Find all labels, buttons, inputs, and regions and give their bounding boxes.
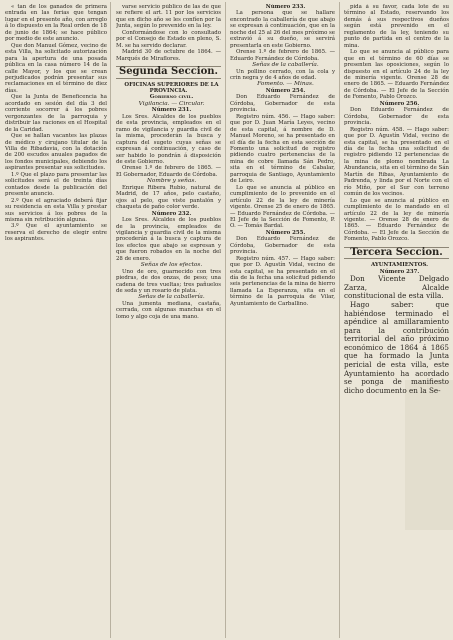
item-number: Número 237.: [379, 268, 420, 275]
subheading: Nombre y señas.: [146, 178, 197, 185]
paragraph: « tan de los ganados de primera entrada en las ferias que tengan lugar en el presente año, con arreglo á lo dispuesto en la Real orden de 18 de junio de 1864; se hace público por medio de este anuncio.: [5, 4, 107, 43]
announcement-paragraph: Don Vicente Delgado Zarza, Alcalde constitucional de esta villa.: [344, 274, 449, 301]
column-divider: [110, 2, 111, 638]
paragraph: 1.º Que el plazo para presentar las solicitudes será el de treinta días contados desde la publicación del presente anuncio.: [5, 171, 107, 198]
paragraph: Una jumenta mediana, castaña, cerrada, con algunas manchas en el lomo y algo coja de una mano.: [116, 300, 221, 320]
paragraph: Registro núm. 457. — Hago saber: que por D. Agustín Vidal, vecino de esta capital, se ha presentado en el día de la fecha una solicitud pidiendo seis pertenencias de la mina de hierro llamada La Esperanza, sita en el término de la parroquia de Vilar, Ayuntamiento de Carballino.: [230, 255, 335, 307]
announcement-paragraph: Hago saber: que habiéndose terminado el apéndice al amillaramiento para la contribución territorial del año próximo económico de 1864 á 1865 que ha formado la Junta pericial de esta villa, este Ayuntamiento ha acordado se ponga de manifiesto dicho documento en la Se-: [344, 299, 449, 395]
paragraph: Que don Manuel Gómez, vecino de esta Villa, ha solicitado autorización para la apertura de una posada pública en la casa número 14 de la calle Mayor, y los que se crean perjudicados podrán presentar sus reclamaciones en el término de diez días.: [5, 42, 107, 94]
paragraph: Lo que se anuncia al público para que en el término de 60 días se presenten las oposiciones, según lo dispuesto en el artículo 24 de la ley de minería vigente. Orense 28 de enero de 1865. — Eduardo Fernández de Córdoba. — El Jefe de la Sección de Fomento, Pablo Orozco.: [344, 49, 449, 101]
paragraph: La persona que se hallare encontrado la caballería de que abajo se expresan á continuación, que en la noche del 25 al 26 del mes próximo se extravió á su dueño, se servirá presentarla en este Gobierno.: [230, 10, 335, 49]
text-column-1: [5, 4, 107, 636]
office-heading: AYUNTAMIENTOS.: [370, 262, 429, 269]
paragraph: Don Eduardo Fernández de Córdoba, Gobernador de esta provincia.: [230, 236, 335, 256]
text-column-2: [116, 4, 221, 636]
item-number: Número 233.: [265, 4, 306, 10]
paragraph: 3.º Que el ayuntamiento se reserva el derecho de elegir entre los aspirantes.: [5, 223, 107, 243]
item-number: Número 254.: [265, 87, 306, 94]
paragraph: Los Sres. Alcaldes de los pueblos de esta provincia, empleados en el ramo de vigilancia y guardia civil de la misma, procederán la busca y captura del sugeto cuyas señas se expresan á continuación, y caso de ser habido lo pondrán á disposición de este Gobierno.: [116, 113, 221, 165]
paragraph: Orense 1.º de febrero de 1865. — Eduardo Fernández de Córdoba.: [230, 49, 335, 62]
column-divider: [225, 2, 226, 638]
item-number: Número 255.: [265, 229, 306, 236]
paragraph: varse servicio público de las de que se refiere el art. 11 por los servicios que en dicho año se les confíen por la Junta, según lo prevenido en la ley.: [116, 4, 221, 30]
item-number: Número 232.: [151, 210, 192, 217]
paragraph: Lo que se anuncia al público en cumplimiento de lo mandado en el artículo 22 de la ley de minería vigente. — Orense 28 de enero de 1865. — Eduardo Fernández de Córdoba. — El Jefe de la Sección de Fomento, Pablo Orozco.: [344, 197, 449, 243]
section-heading: Segunda Seccion.: [116, 66, 221, 78]
paragraph: Un pollino cerrado, con la cola y crin negra y de 4 años de edad.: [230, 68, 335, 81]
office-heading: OFICINAS SUPERIORES DE LA PROVINCIA.: [124, 81, 219, 94]
paragraph: Don Eduardo Fernández de Córdoba, Gobernador de esta provincia.: [230, 94, 335, 114]
paragraph: Uno de oro, guarnecido con tres piedras, de dos onzas, de peso; una cadena de tres vueltas; tres pañuelos de seda y un rosario de plata.: [116, 268, 221, 295]
paragraph: Orense 1.º de febrero de 1865. — El Gobernador, Eduardo de Córdoba.: [116, 165, 221, 178]
text-column-4: [344, 4, 449, 636]
paragraph: Registro núm. 458. — Hago saber: que por D. Agustín Vidal, vecino de esta capital, se ha presentado en el día de la fecha una solicitud de registro pidiendo 12 pertenencias de la mina de plomo nombrada La Abundancia, sita en el término de Sán Martín de Ribas, Ayuntamiento de Padrenda, y linda por el Norte con el río Miño, por el Sur con terreno común de los vecinos.: [344, 126, 449, 198]
paragraph: Registro núm. 456. — Hago saber: que por D. Juan María Leyes, vecino de esta capital, á nombre de D. Manuel Moreno, se ha presentado en el día de la fecha en esta sección de Fomento una solicitud de registro pidiendo cuatro pertenencias de la mina de cobre llamada Sán Pedro, sita en el término de Cabalar, parroquia de Santiago, Ayuntamiento de Leiro.: [230, 113, 335, 185]
paragraph: Enrique Ribera Rubio, natural de Madrid, de 17 años, pelo castaño, ojos al pelo, que viste pantalón y chaqueta de paño color verde.: [116, 184, 221, 211]
subheading: Vigilancia. — Circular.: [138, 100, 205, 107]
subheading: Señas de los efectos.: [140, 262, 203, 269]
subheading: Señas de la caballería.: [252, 62, 319, 69]
paragraph: 2.º Que el agraciado deberá fijar su residencia en esta Villa y prestar sus servicios á los pobres de la misma sin retribución alguna.: [5, 197, 107, 223]
paragraph: Lo que se anuncia al público en cumplimiento de lo prevenido en el artículo 22 de la ley de minería vigente. Orense 25 de enero de 1865. — Eduardo Fernández de Córdoba. — El Jefe de la Sección de Fomento, P. O. — Tomás Bardal.: [230, 184, 335, 230]
paragraph: Que la Junta de Beneficencia ha acordado en sesión del día 3 del corriente socorrer á los pobres vergonzantes de la parroquia y distribuir las raciones en el Hospital de la Caridad.: [5, 94, 107, 133]
column-divider: [339, 2, 340, 638]
subheading: Señas de la caballería.: [138, 294, 205, 301]
paragraph: Madrid 30 de octubre de 1864. — Marqués de Miraflores.: [116, 49, 221, 62]
subheading: Fomento. — Minas.: [257, 81, 314, 88]
paragraph: pida á su favor, cada lote de su término al Estado, reservando los demás á sus respectivos dueños según está prevenido en el reglamento de la ley, teniendo su punto de partida en el centro de la mina.: [344, 4, 449, 49]
paragraph: Los Sres. Alcaldes de los pueblos de la provincia, empleados de vigilancia y guardia civil de la misma procederán á la busca y captura de los efectos que abajo se espresan y que fueron robados en la noche del 28 de enero.: [116, 217, 221, 262]
item-number: Número 256.: [379, 100, 420, 107]
office-heading: Gobierno civil.: [149, 94, 194, 101]
paragraph: Conformándose con lo consultado por el Consejo de Estado en pleno, S. M. se ha servido declarar.: [116, 29, 221, 49]
item-number: Número 231.: [151, 107, 192, 114]
paragraph: Que se hallan vacantes las plazas de médico y cirujano titular de la Villa de Ribadavia, con la dotación de 200 escudos anuales pagados de los fondos municipales, debiendo los aspirantes presentar sus solicitudes.: [5, 133, 107, 172]
paragraph: Don Eduardo Fernández de Córdoba, Gobernador de esta provincia.: [344, 107, 449, 127]
section-heading: Tercera Seccion.: [344, 247, 449, 259]
text-column-3: [230, 4, 335, 636]
